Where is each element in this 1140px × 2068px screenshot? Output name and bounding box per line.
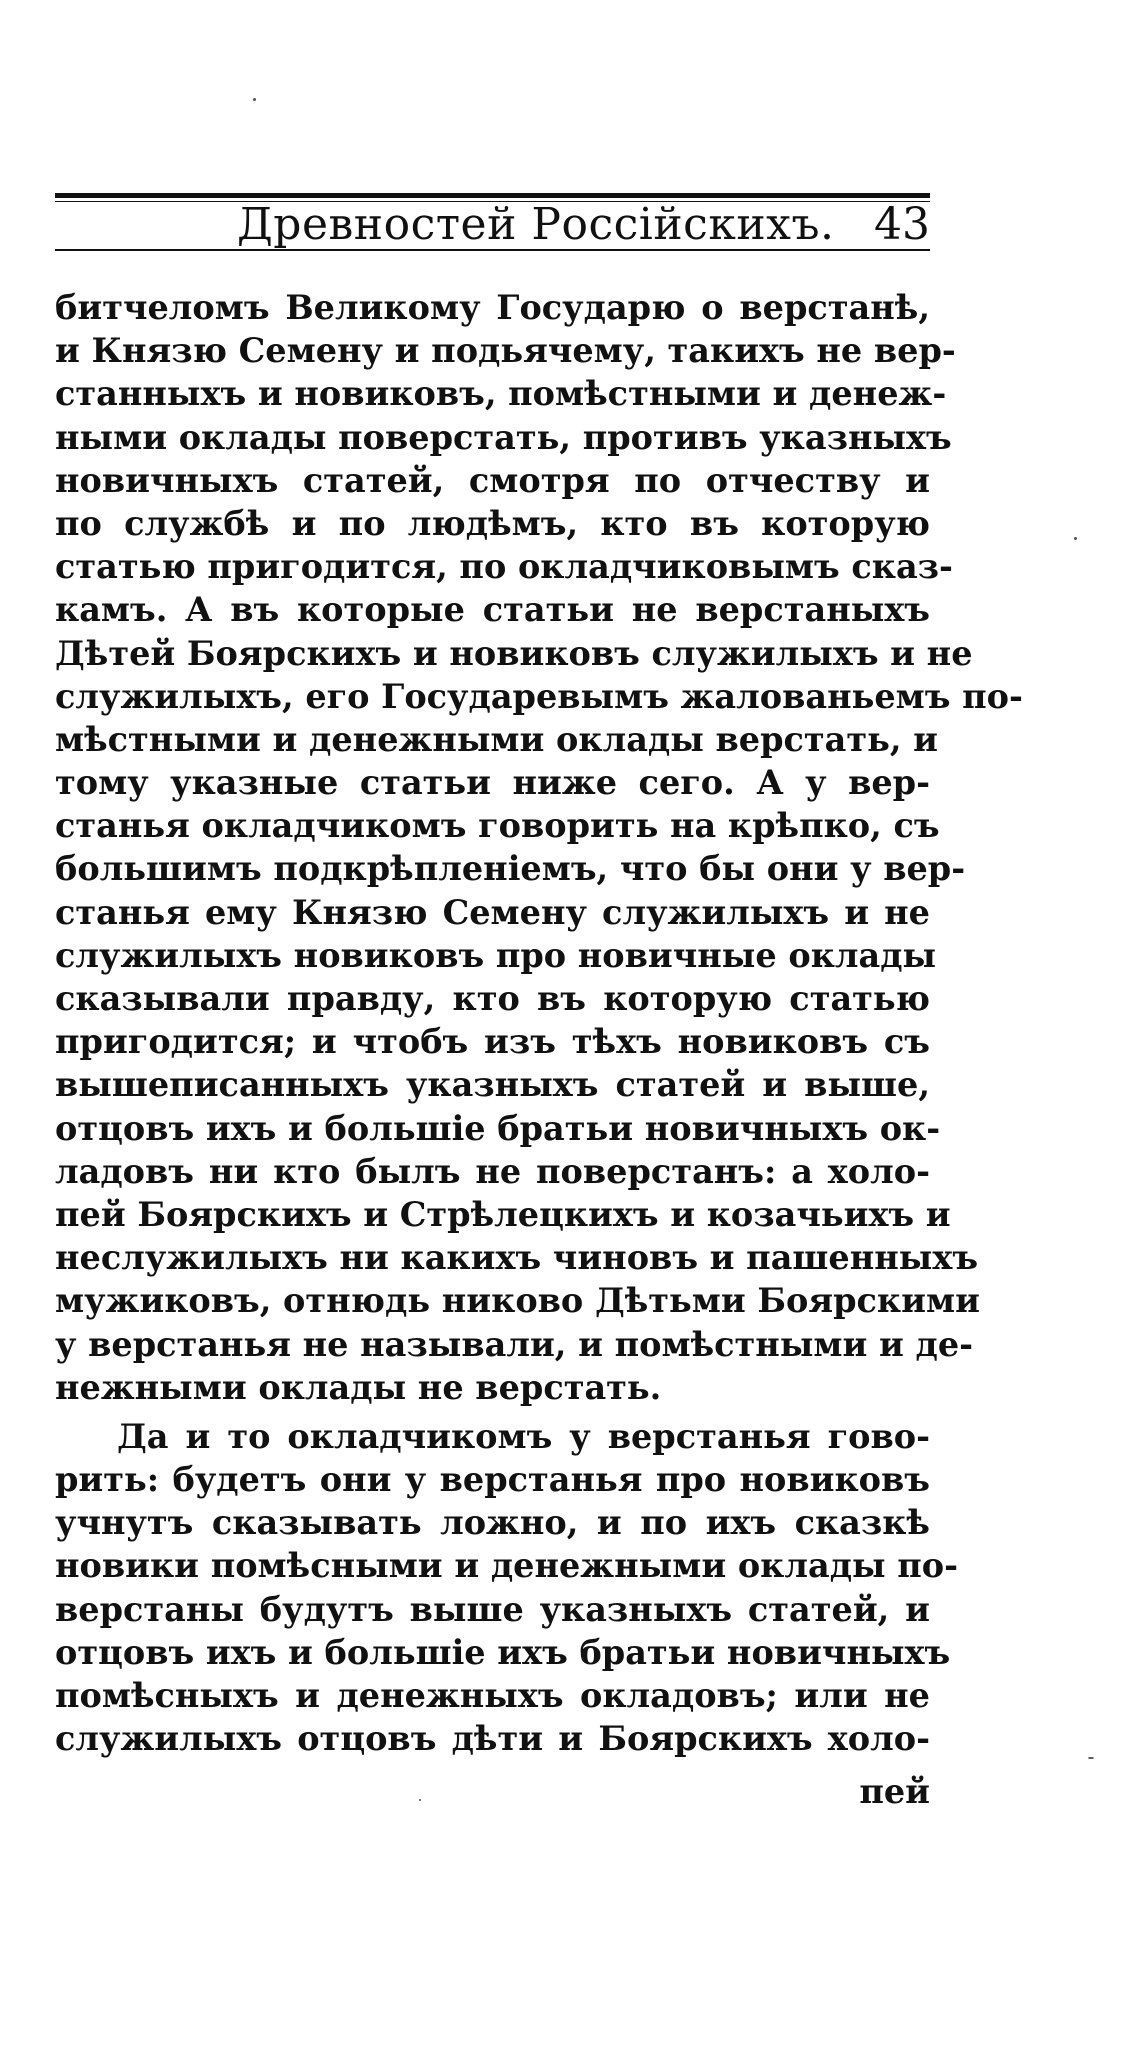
text-line: новичныхъ статей, смотря по отчеству и	[55, 460, 930, 500]
text-line: сказывали правду, кто въ которую статью	[55, 979, 930, 1018]
paper-speck	[419, 1799, 421, 1801]
text-line: помѣсныхъ и денежныхъ окладовъ; или не	[55, 1676, 930, 1715]
paragraph-2	[55, 1415, 959, 1761]
text-line: пригодится; и чтобъ изъ тѣхъ новиковъ съ	[55, 1022, 930, 1062]
text-line: пей Боярскихъ и Стрѣлецкихъ и козачьихъ и	[55, 1194, 951, 1234]
paper-speck	[1088, 1757, 1094, 1759]
header-rule-bottom	[55, 249, 930, 251]
text-line: по службѣ и по людѣмъ, кто въ которую	[55, 503, 930, 543]
text-line: ладовъ ни кто былъ не поверстанъ: а холо-	[55, 1151, 930, 1191]
paragraph-1	[55, 286, 1023, 1409]
text-line: у верстанья не называли, и помѣстными и де-	[55, 1324, 974, 1364]
text-line: отцовъ ихъ и большіе ихъ братьи новичныхъ	[55, 1632, 951, 1672]
text-line: учнутъ сказывать ложно, и по ихъ сказкѣ	[55, 1503, 930, 1543]
text-line: станья окладчикомъ говорить на крѣпко, съ	[55, 806, 940, 846]
text-line: тому указные статьи ниже сего. А у вер-	[55, 763, 930, 803]
text-line: битчеломъ Великому Государю о верстанѣ,	[55, 288, 930, 327]
text-line: новики помѣсными и денежными оклады по-	[55, 1546, 959, 1586]
text-line: камъ. А въ которые статьи не верстаныхъ	[55, 590, 930, 630]
text-line: и Князю Семену и подьячему, такихъ не вер-	[55, 331, 956, 371]
running-title: Древностей Россійскихъ.	[237, 199, 835, 250]
page-number: 43	[874, 199, 930, 250]
text-line: служилыхъ отцовъ дѣти и Боярскихъ холо-	[55, 1719, 930, 1759]
text-line: статью пригодится, по окладчиковымъ сказ-	[55, 547, 953, 587]
text-line: вышеписанныхъ указныхъ статей и выше,	[55, 1065, 930, 1105]
text-line: нежными оклады не верстать.	[55, 1367, 662, 1407]
text-line: верстаны будутъ выше указныхъ статей, и	[55, 1589, 930, 1629]
running-head	[55, 198, 930, 248]
text-line: Дѣтей Боярскихъ и новиковъ служилыхъ и не	[55, 633, 973, 673]
catchword: пей	[859, 1772, 930, 1811]
text-line: Да и то окладчикомъ у верстанья гово-	[117, 1416, 930, 1456]
paper-speck	[253, 98, 256, 101]
text-line: служилыхъ новиковъ про новичные оклады	[55, 935, 937, 975]
text-line: станья ему Князю Семену служилыхъ и не	[55, 892, 930, 932]
text-line: отцовъ ихъ и большіе братьи новичныхъ ок-	[55, 1108, 941, 1148]
text-line: неслужилыхъ ни какихъ чиновъ и пашенныхъ	[55, 1238, 979, 1278]
text-line: рить: будетъ они у верстанья про новиковъ	[55, 1460, 930, 1500]
text-line: большимъ подкрѣпленіемъ, что бы они у вер-	[55, 849, 966, 889]
text-line: служилыхъ, его Государевымъ жалованьемъ по-	[55, 676, 1023, 716]
text-line: ными оклады поверстать, противъ указныхъ	[55, 417, 952, 457]
body-text	[55, 286, 1023, 1760]
paper-speck	[1074, 537, 1077, 540]
text-line: мужиковъ, отнюдь никово Дѣтьми Боярскими	[55, 1281, 980, 1321]
text-line: мѣстными и денежными оклады верстать, и	[55, 719, 939, 759]
text-line: станныхъ и новиковъ, помѣстными и денеж-	[55, 374, 947, 414]
